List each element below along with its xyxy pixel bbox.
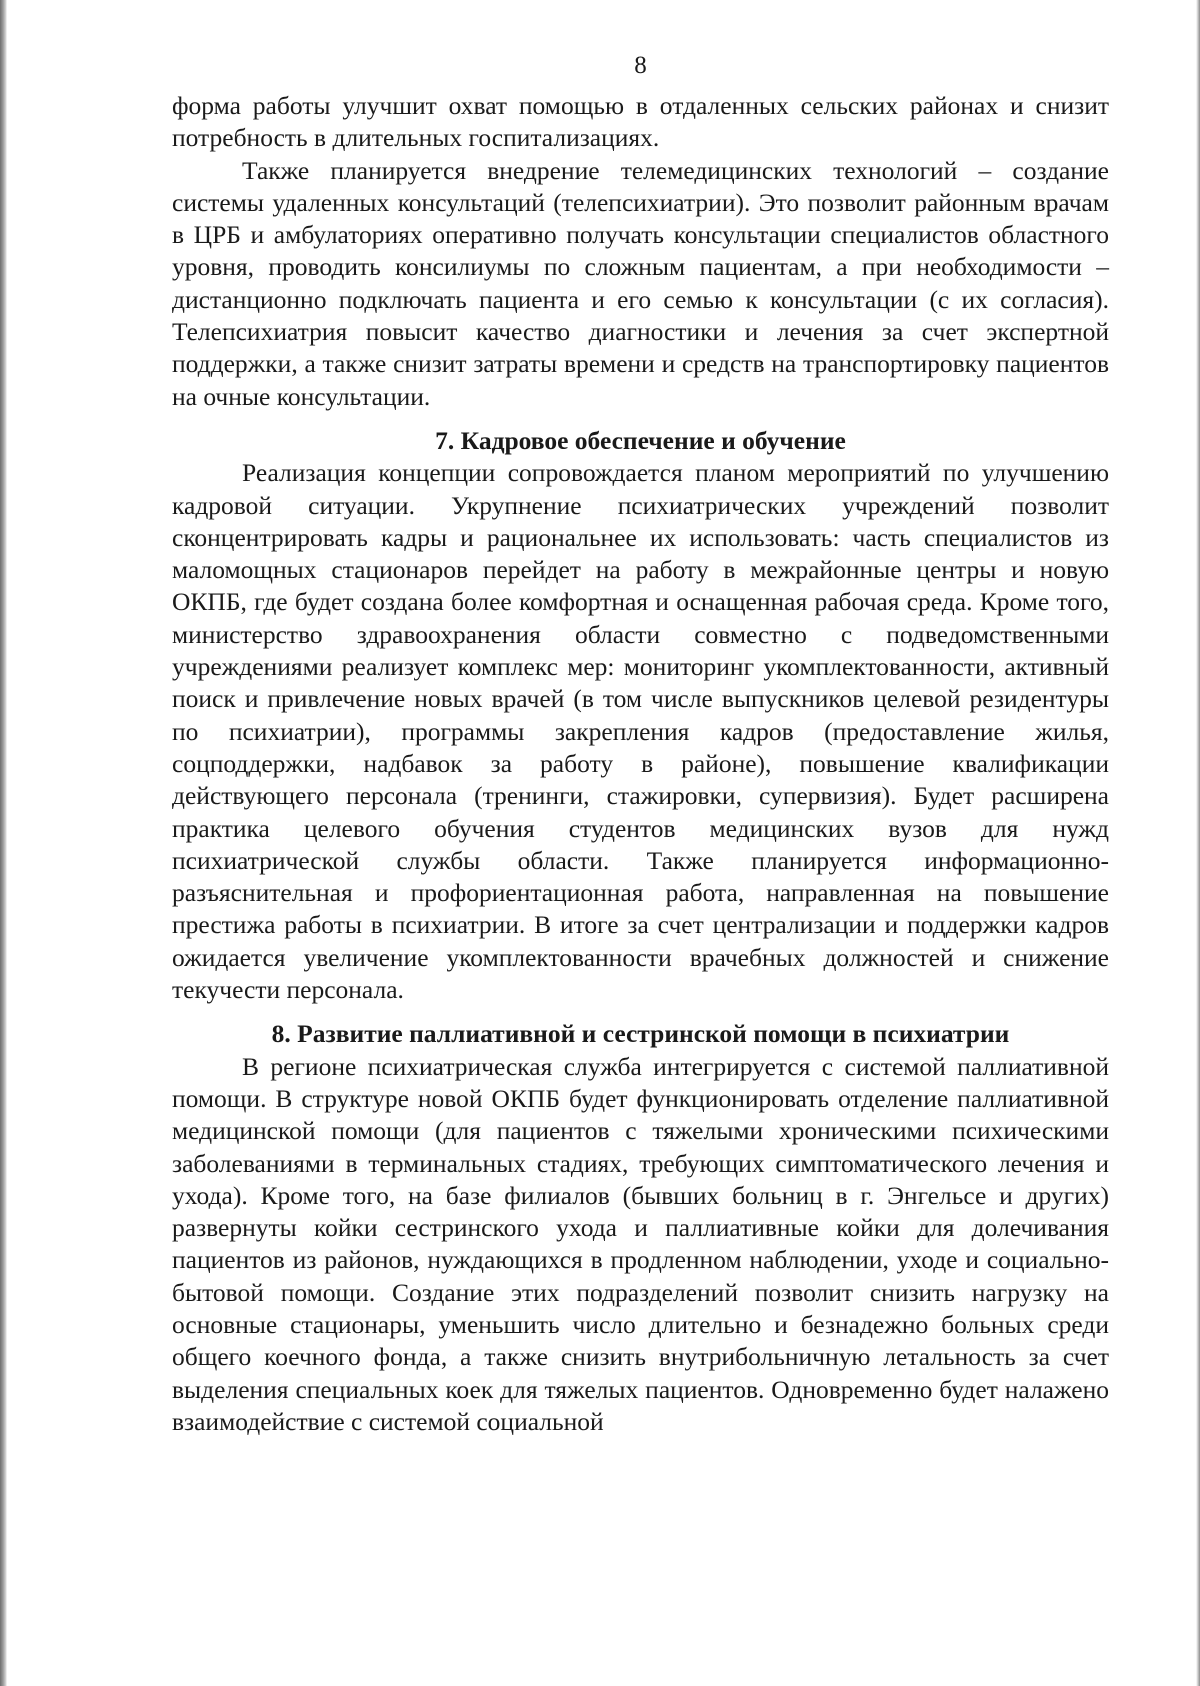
paragraph-telemedicine: Также планируется внедрение телемедицинских технологий – создание системы удаленных консультаций (телепсихиатрии). Это позволит районным врачам в ЦРБ и амбулаториях оперативно получать консультации специалистов областного уровня, проводить консилиумы по сложным пациентам, а при необходимости – дистанционно подключать пациента и его семью к консультации (с их согласия). Телепсихиатрия повысит качество диагностики и лечения за счет экспертной поддержки, а также снизит затраты времени и средств на транспортировку пациентов на очные консультации. — [172, 155, 1109, 411]
section-8-body: В регионе психиатрическая служба интегрируется с системой паллиативной помощи. В структуре новой ОКПБ будет функционировать отделение паллиативной медицинской помощи (для пациентов с тяжелыми хроническими психическими заболеваниями в терминальных стадиях, требующих симптоматического лечения и ухода). Кроме того, на базе филиалов (бывших больниц в г. Энгельсе и других) развернуты койки сестринского ухода и паллиативные койки для долечивания пациентов из районов, нуждающихся в продленном наблюдении, уходе и социально-бытовой помощи. Создание этих подразделений позволит снизить нагрузку на основные стационары, уменьшить число длительно и безнадежно больных среди общего коечного фонда, а также снизить внутрибольничную летальность за счет выделения специальных коек для тяжелых пациентов. Одновременно будет налажено взаимодействие с системой социальной — [172, 1051, 1109, 1436]
scan-right-edge — [1196, 0, 1200, 1686]
section-8-heading: 8. Развитие паллиативной и сестринской помощи в психиатрии — [271, 1019, 1010, 1049]
section-7-body: Реализация концепции сопровождается планом мероприятий по улучшению кадровой ситуации. Укрупнение психиатрических учреждений позволит сконцентрировать кадры и рациональнее их использовать: часть специалистов из маломощных стационаров перейдет на работу в межрайонные центры и новую ОКПБ, где будет создана более комфортная и оснащенная рабочая среда. Кроме того, министерство здравоохранения области совместно с подведомственными учреждениями реализует комплекс мер: мониторинг укомплектованности, активный поиск и привлечение новых врачей (в том числе выпускников целевой резидентуры по психиатрии), программы закрепления кадров (предоставление жилья, соцподдержки, надбавок за работу в районе), повышение квалификации действующего персонала (тренинги, стажировки, супервизия). Будет расширена практика целевого обучения студентов медицинских вузов для нужд психиатрической службы области. Также планируется информационно-разъяснительная и профориентационная работа, направленная на повышение престижа работы в психиатрии. В итоге за счет централизации и поддержки кадров ожидается увеличение укомплектованности врачебных должностей и снижение текучести персонала. — [172, 458, 1109, 1005]
page-number: 8 — [634, 52, 647, 79]
document-page — [172, 48, 1109, 1438]
paragraph-continuation: форма работы улучшит охват помощью в отдаленных сельских районах и снизит потребность в длительных госпитализациях. — [172, 91, 1109, 153]
spacer — [172, 1006, 1109, 1018]
section-7-heading: 7. Кадровое обеспечение и обучение — [435, 425, 846, 455]
scan-left-edge — [0, 0, 7, 1686]
spacer — [172, 413, 1109, 425]
